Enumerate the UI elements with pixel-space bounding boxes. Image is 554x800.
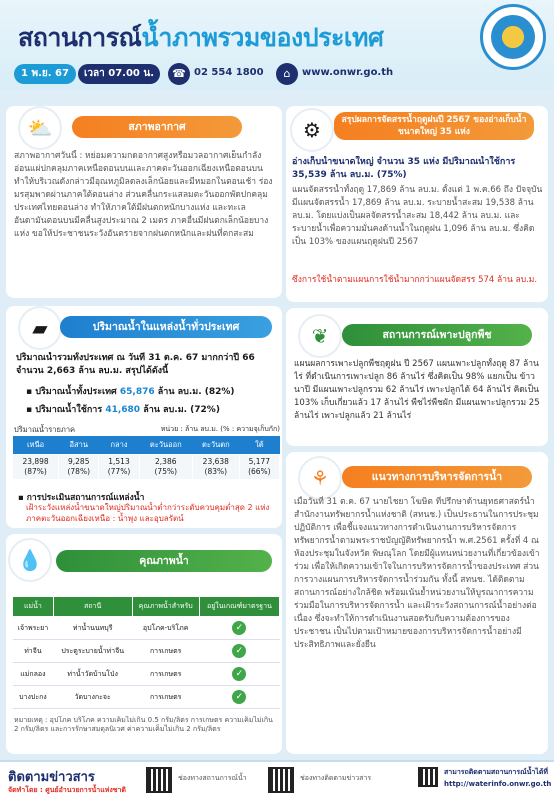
region-value [99,455,139,480]
quality-table: แม่น้ำ สถานี คุณภาพน้ำสำหรับ อยู่ในเกณฑ์มาตรฐาน เจ้าพระยา ท่าน้ำนนทบุรี อุปโภค-บริโภค ✓ ท่าจีน ประตูระบายน้ำท่าจีน การเกษตร ✓ แม่กลอง ท่าน้ำวัดบ้านโป่ง การเกษตร ✓ บางปะกง วัดบางกะจะ การเกษตร ✓ [12,596,280,709]
allocation-summary: อ่างเก็บน้ำขนาดใหญ่ จำนวน 35 แห่ง มีปริมาณน้ำใช้การ 35,539 ล้าน ลบ.ม. (75%) [292,157,516,180]
crop-text: แผนผลการเพาะปลูกพืชฤดูฝน ปี 2567 แผนเพาะปลูกทั้งฤดู 87 ล้านไร่ ที่ดำเนินการเพาะปลูก 86 ล้านไร่ ซึ่งคิดเป็น 98% แยกเป็น ข้าวนาปี มีแผนเพาะปลูกรวม 62 ล้านไร่ เพาะปลูกได้ 64 ล้านไร่ คิดเป็น 103% เก็บเกี่ยวแล้ว 17 ล้านไร่ พืชไร่พืชผัก มีแผนเพาะปลูกรวม 25 ล้านไร่ เพาะปลูกแล้ว 21 ล้านไร่ [294,359,540,421]
quality-use: การเกษตร [132,640,199,663]
allocation-text: แผนจัดสรรน้ำทั้งฤดู 17,869 ล้าน ลบ.ม. ตั้งแต่ 1 พ.ค.66 ถึง ปัจจุบัน มีแผนจัดสรรน้ำ 17,869 ล้าน ลบ.ม. ระบายน้ำสะสม 19,538 ล้าน ลบ.ม. โดยแบ่งเป็นผลจัดสรรน้ำสะสม 18,442 ล้าน ลบ.ม. และระบายน้ำเพื่อความมั่นคงด้านน้ำในฤดูฝน 1,096 ล้าน ลบ.ม. ซึ่งคิดเป็น 103% ของแผนฤดูฝนปี 2567 [292,185,543,247]
quality-row [13,640,280,663]
quality-station: ประตูระบายน้ำท่าจีน [53,640,132,663]
check-icon: ✓ [232,667,246,681]
qr-code-1[interactable] [146,767,172,793]
footer [0,760,554,800]
date-badge: 1 พ.ย. 67 [14,64,76,84]
weather-heading: สภาพอากาศ [72,116,242,138]
qr1-label: ช่องทางสถานการณ์น้ำ [178,774,247,782]
phone-icon: ☎ [168,63,190,85]
region-volume: 1,513 [108,457,130,466]
region-volume: 2,386 [155,457,177,466]
quality-river: บางปะกง [13,686,54,709]
region-header: ใต้ [239,436,279,455]
check-icon: ✓ [232,690,246,704]
region-value [13,455,59,480]
assess-text: เฝ้าระวังแหล่งน้ำขนาดใหญ่ปริมาณน้ำต่ำกว่าระดับควบคุมต่ำสุด 2 แห่ง ภาคตะวันออกเฉียงเหนือ : น้ำพุง และอุบลรัตน์ [26,503,270,523]
water-drop-icon: 💧 [10,540,50,580]
region-percent: (75%) [154,467,178,476]
region-percent: (77%) [107,467,131,476]
allocation-text-red: ซึ่งการใช้น้ำตามแผนการใช้น้ำมากกว่าแผนจัดสรร 574 ล้าน ลบ.ม. [292,275,538,285]
usable-water-line: ▪ ปริมาณน้ำใช้การ 41,680 ล้าน ลบ.ม. (72%) [26,405,220,415]
quality-row [13,686,280,709]
quality-use: การเกษตร [132,663,199,686]
assess-label: ▪ การประเมินสถานการณ์แหล่งน้ำ [18,493,145,503]
total-water-line: ▪ ปริมาณน้ำทั้งประเทศ 65,876 ล้าน ลบ.ม. (82%) [26,387,235,397]
quality-station: วัดบางกะจะ [53,686,132,709]
region-header: ตะวันออก [139,436,192,455]
quality-river: เจ้าพระยา [13,617,54,640]
quality-use: อุปโภค-บริโภค [132,617,199,640]
website-link[interactable]: www.onwr.go.th [302,67,394,78]
footer-by: จัดทำโดย : ศูนย์อำนวยการน้ำแห่งชาติ [8,786,126,794]
water-summary: ปริมาณน้ำรวมทั้งประเทศ ณ วันที่ 31 ต.ค. 67 มากกว่าปี 66 จำนวน 2,663 ล้าน ลบ.ม. สรุปได้ดังนี้ [16,353,255,376]
water-heading: ปริมาณน้ำในแหล่งน้ำทั่วประเทศ [60,316,272,338]
region-header: อีสาน [59,436,99,455]
region-header: เหนือ [13,436,59,455]
region-value [139,455,192,480]
web-icon: ⌂ [276,63,298,85]
region-percent: (83%) [204,467,228,476]
region-volume: 5,177 [248,457,271,466]
region-percent: (66%) [248,467,271,476]
region-volume: 9,285 [68,457,90,466]
allocation-heading: สรุปผลการจัดสรรน้ำฤดูฝนปี 2567 ของอ่างเก็บน้ำขนาดใหญ่ 35 แห่ง [334,112,534,140]
quality-river: แม่กลอง [13,663,54,686]
quality-use: การเกษตร [132,686,199,709]
time-badge: เวลา 07.00 น. [78,64,160,84]
qr3-label: สามารถติดตามสถานการณ์น้ำได้ที่ [444,768,548,776]
quality-heading: คุณภาพน้ำ [56,550,272,572]
mgmt-text: เมื่อวันที่ 31 ต.ค. 67 นายไชยา โฆษิต ที่ปรึกษาด้านยุทธศาสตร์น้ำ สำนักงานทรัพยากรน้ำแห่งชาติ (สทนช.) เป็นประธานในการประชุมปฏิบัติการ เพื่อชี้แจงแนวทางการดำเนินงานการบริหารจัดการทรัพยากรน้ำตามพระราชบัญญัติทรัพยากรน้ำ พ.ศ.2561 ครั้งที่ 4 ณ ห้องประชุมในจังหวัด พิษณุโลก โดยมีผู้แทนหน่วยงานที่เกี่ยวข้องเข้าร่วม เพื่อให้เกิดความเข้าใจในการบริหารจัดการน้ำของประเทศ ส่วนการวางแผนการบริหารจัดการน้ำร่วมกัน ทั้งนี้ สทนช. ได้ติดตามสถานการณ์อย่างใกล้ชิด พร้อมเน้นย้ำหน่วยงานให้บูรณาการความร่วมมือในการบริหารจัดการน้ำ และเฝ้าระวังสถานการณ์น้ำอย่างต่อเนื่อง ซึ่งจะทำให้การดำเนินงานสอดรับกับความต้องการของประชาชน เป็นไปตามเป้าหมายของการบริหารจัดการน้ำอย่างมีประสิทธิภาพและยั่งยืน [294,497,540,650]
footer-follow: ติดตามข่าวสาร [8,770,95,785]
region-volume: 23,638 [202,457,229,466]
mgmt-heading: แนวทางการบริหารจัดการน้ำ [342,466,532,488]
check-icon: ✓ [232,644,246,658]
region-header: กลาง [99,436,139,455]
page-title: สถานการณ์น้ำภาพรวมของประเทศ [18,23,384,52]
qr2-label: ช่องทางติดตามข่าวสาร [300,774,372,782]
quality-river: ท่าจีน [13,640,54,663]
region-volume: 23,898 [22,457,49,466]
quality-station: ท่าน้ำนนทบุรี [53,617,132,640]
plant-icon: ❦ [300,316,340,356]
quality-row [13,663,280,686]
crop-heading: สถานการณ์เพาะปลูกพืช [342,324,532,346]
region-percent: (78%) [67,467,91,476]
water-tap-icon: ⚘ [300,458,340,498]
region-table-unit: หน่วย : ล้าน ลบ.ม. (% : ความจุเก็บกัก) [160,425,280,433]
quality-station: ท่าน้ำวัดบ้านโป่ง [53,663,132,686]
qr-code-3[interactable] [418,767,438,787]
region-table-caption: ปริมาณน้ำรายภาค [14,425,76,434]
reservoir-icon: ▰ [20,308,60,348]
weather-text: สภาพอากาศวันนี้ : หย่อมความกดอากาศสูงหรือมวลอากาศเย็นกำลังอ่อนแผ่ปกคลุมภาคเหนือตอนบนและภาคตะวันออกเฉียงเหนือตอนบนทำให้บริเวณดังกล่าวมีอุณหภูมิลดลงเล็กน้อยและมีหมอกในตอนเช้า ร่องมรสุมพาดผ่านภาคใต้ตอนล่าง ส่วนคลื่นกระแสลมตะวันออกพัดปกคลุมประเทศไทยตอนล่าง ทำให้ภาคใต้มีฝนตกหนักบางแห่ง และทะเลอันดามันตอนบนมีคลื่นสูงประมาณ 2 เมตร ภาคอื่นมีฝนตกเล็กน้อยบางแห่ง ขอให้ประชาชนระวังอันตรายจากฝนตกหนักและฝนที่ตกสะสม [14,151,273,239]
footer-url[interactable]: http://waterinfo.onwr.go.th [444,780,552,788]
region-header: ตะวันตก [192,436,239,455]
onwr-logo [480,4,546,70]
region-value [59,455,99,480]
region-percent: (87%) [24,467,47,476]
region-value [239,455,279,480]
region-value [192,455,239,480]
region-table [12,436,280,480]
phone-number[interactable]: 02 554 1800 [194,67,264,78]
gear-icon: ⚙ [292,110,332,150]
weather-icon: ⛅ [20,108,60,148]
quality-note: หมายเหตุ : อุปโภค บริโภค ความเค็มไม่เกิน 0.5 กรัม/ลิตร การเกษตร ความเค็มไม่เกิน 2 กรัม/ลิตร และการรักษาสมดุลนิเวศ ค่าความเค็มไม่เกิน 2 กรัม/ลิตร [14,716,273,733]
header [0,0,554,90]
check-icon: ✓ [232,621,246,635]
quality-row [13,617,280,640]
qr-code-2[interactable] [268,767,294,793]
